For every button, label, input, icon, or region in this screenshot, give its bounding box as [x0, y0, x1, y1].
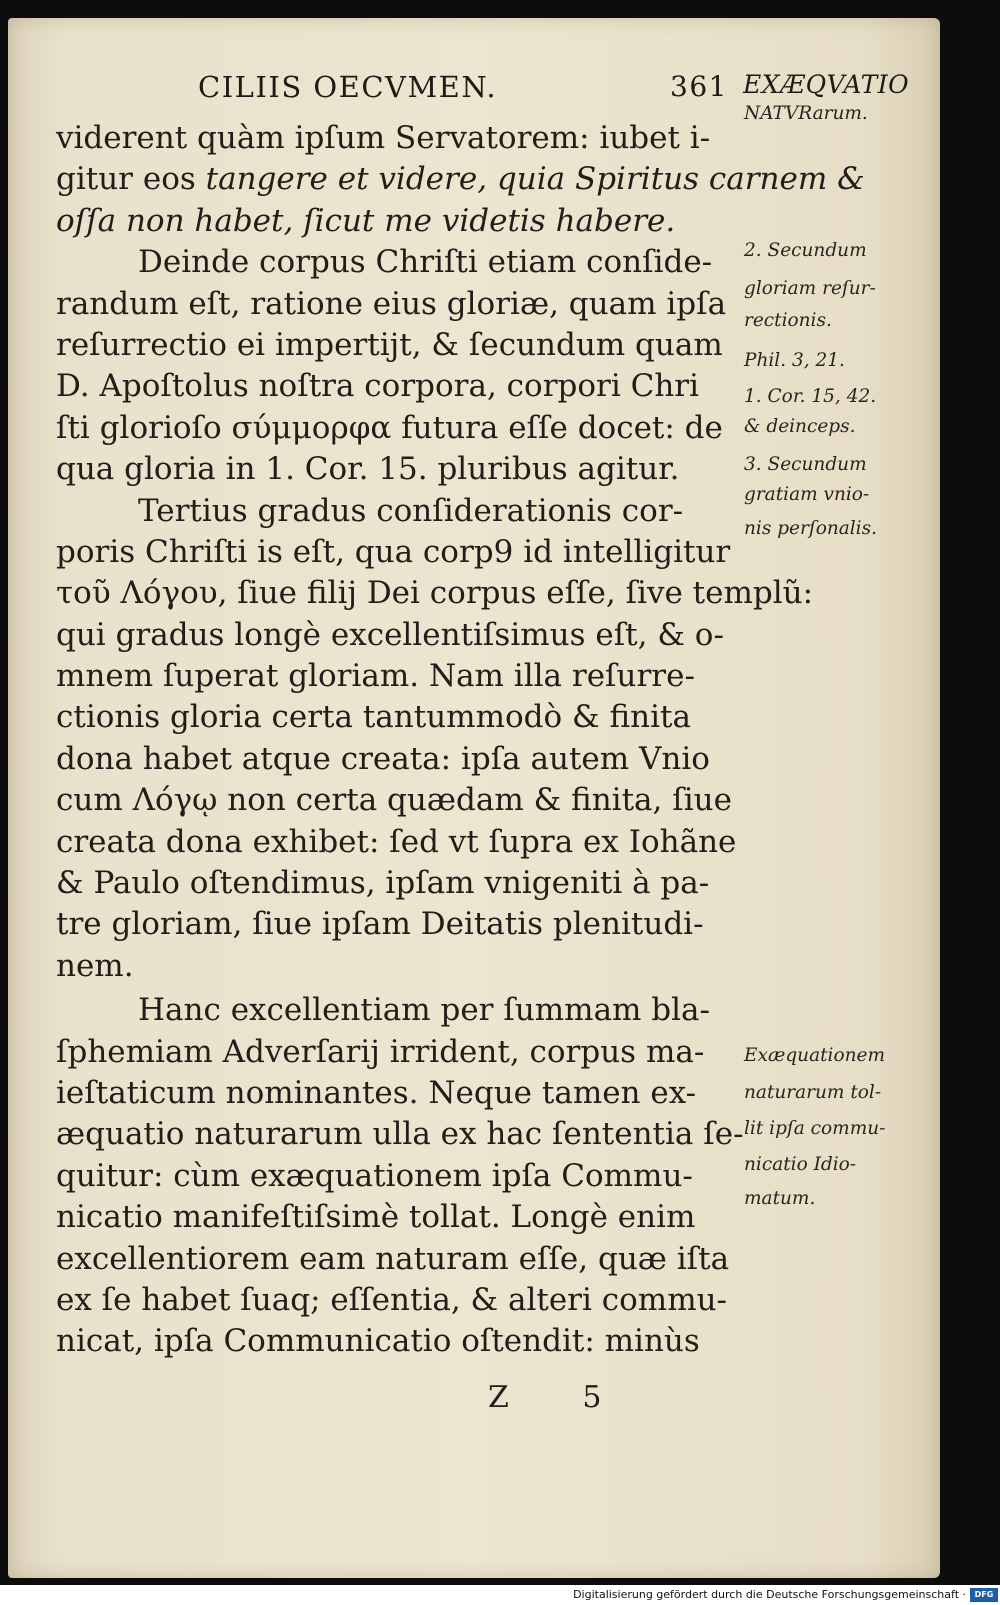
running-head-keyword: EXÆQVATIO — [743, 70, 910, 99]
book-page — [8, 18, 940, 1578]
text-line: τοῦ Λόγου, ſiue filij Dei corpus eſſe, ſive templũ: — [56, 575, 814, 612]
page-number: 361 — [670, 70, 728, 103]
text-line: nicatio manifeſtiſsimè tollat. Longè enim — [56, 1199, 696, 1236]
text-line-plain: gitur eos — [56, 161, 206, 198]
text-line: mnem ſuperat gloriam. Nam illa reſurre- — [56, 658, 695, 695]
side-note: nicatio Idio- — [744, 1154, 857, 1175]
text-line: dona habet atque creata: ipſa autem Vnio — [56, 740, 710, 777]
text-line: creata dona exhibet: ſed vt ſupra ex Iohãne — [56, 823, 737, 860]
text-line: qui gradus longè excellentiſsimus eſt, & o- — [56, 616, 724, 653]
signature-mark: Z 5 — [488, 1380, 634, 1415]
text-line: ctionis gloria certa tantummodò & finita — [56, 699, 691, 736]
side-note: 2. Secundum — [744, 240, 867, 261]
text-line: poris Chriſti is eſt, qua corp9 id intelligitur — [56, 533, 731, 570]
running-head-title: CILIIS OECVMEN. — [198, 70, 498, 104]
text-line: excellentiorem eam naturam eſſe, quæ iſta — [56, 1240, 730, 1277]
side-note: gratiam vnio- — [744, 484, 870, 505]
side-note: Phil. 3, 21. — [744, 350, 845, 371]
dfg-logo: DFG — [970, 1588, 998, 1602]
text-line: reſurrectio ei impertijt, & ſecundum quam — [56, 326, 723, 363]
text-line: nem. — [56, 947, 134, 984]
paragraph-start-line: Deinde corpus Chriſti etiam conſide- — [138, 244, 713, 281]
side-note: matum. — [744, 1188, 816, 1209]
text-line: tre gloriam, ſiue ipſam Deitatis plenitudi- — [56, 906, 704, 943]
side-note: rectionis. — [744, 310, 832, 331]
text-line: nicat, ipſa Communicatio oſtendit: minùs — [56, 1323, 700, 1360]
side-note: naturarum tol- — [744, 1082, 882, 1103]
side-note: Exæquationem — [744, 1045, 886, 1066]
side-note: & deinceps. — [744, 416, 856, 437]
text-line: cum Λόγῳ non certa quædam & finita, ſiue — [56, 782, 732, 819]
text-line-italic: tangere et videre, quia Spiritus carnem & — [205, 161, 865, 198]
text-line: ieſtaticum nominantes. Neque tamen ex- — [56, 1074, 697, 1111]
text-line: æquatio naturarum ulla ex hac ſententia ſe- — [56, 1116, 744, 1153]
text-line: randum eſt, ratione eius gloriæ, quam ipſa — [56, 285, 727, 322]
text-line: quitur: cùm exæquationem ipſa Commu- — [56, 1157, 693, 1194]
text-line: ſphemiam Adverſarij irrident, corpus ma- — [56, 1033, 705, 1070]
text-line: ex ſe habet ſuaq; eſſentia, & alteri commu- — [56, 1281, 728, 1318]
text-line: ſti glorioſo σύμμορφα futura eſſe docet: de — [56, 409, 723, 446]
side-note: 3. Secundum — [744, 454, 867, 475]
side-note: lit ipſa commu- — [744, 1118, 886, 1139]
footer-credit: Digitalisierung gefördert durch die Deutsche Forschungsgemeinschaft · — [573, 1588, 966, 1601]
digitization-footer — [0, 1585, 1000, 1605]
paragraph-start-line: Hanc excellentiam per ſummam bla- — [138, 992, 711, 1029]
side-note: NATVRarum. — [744, 103, 868, 124]
side-note: gloriam reſur- — [744, 278, 876, 299]
paragraph-start-line: Tertius gradus conſiderationis cor- — [138, 492, 684, 529]
text-line: qua gloria in 1. Cor. 15. pluribus agitur. — [56, 451, 680, 488]
side-note: nis perſonalis. — [744, 518, 877, 539]
text-line: viderent quàm ipſum Servatorem: iubet i- — [56, 120, 711, 156]
text-line: oſſa non habet, ſicut me videtis habere. — [56, 202, 676, 239]
side-note: 1. Cor. 15, 42. — [744, 386, 877, 407]
text-line — [56, 159, 865, 200]
text-line: & Paulo oſtendimus, ipſam vnigeniti à pa- — [56, 865, 710, 902]
text-line: D. Apoſtolus noſtra corpora, corpori Chri — [56, 368, 700, 405]
